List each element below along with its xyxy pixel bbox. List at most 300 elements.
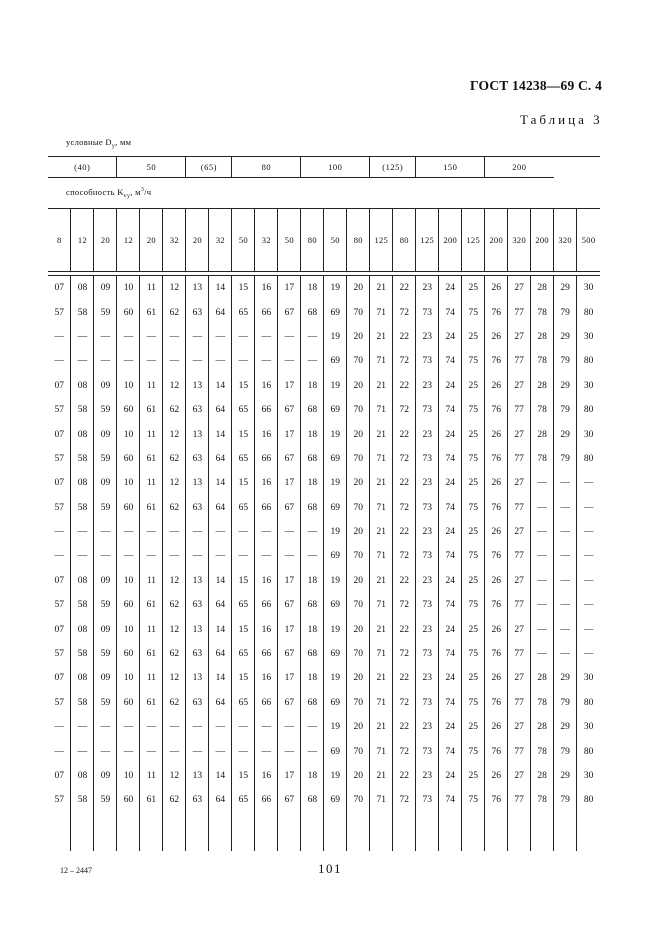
table-cell: 26 — [485, 764, 508, 788]
table-cell: 20 — [347, 520, 370, 544]
table-cell: 69 — [324, 691, 347, 715]
table-cell: — — [232, 325, 255, 349]
table-cell: 70 — [347, 739, 370, 763]
nominal-diameter-cell: 100 — [301, 157, 370, 178]
table-cell: — — [301, 739, 324, 763]
table-cell: — — [577, 569, 600, 593]
table-cell: 08 — [71, 764, 94, 788]
table-cell: 79 — [554, 739, 577, 763]
table-cell: — — [140, 715, 163, 739]
nominal-diameter-cell: (40) — [48, 157, 117, 178]
table-row — [48, 349, 600, 373]
table-cell: 30 — [577, 715, 600, 739]
table-cell: 72 — [393, 300, 416, 324]
table-cell: 80 — [577, 398, 600, 422]
table-cell: — — [209, 715, 232, 739]
table-cell: 67 — [278, 642, 301, 666]
table-cell: — — [577, 617, 600, 641]
table-cell: 18 — [301, 764, 324, 788]
table-cell: 19 — [324, 715, 347, 739]
table-cell: — — [186, 544, 209, 568]
table-cell: 21 — [370, 325, 393, 349]
table-cell: 29 — [554, 715, 577, 739]
table-cell: 14 — [209, 764, 232, 788]
table-cell: 26 — [485, 715, 508, 739]
table-cell: 62 — [163, 447, 186, 471]
table-cell: 18 — [301, 374, 324, 398]
table-cell: 75 — [462, 300, 485, 324]
table-cell: 18 — [301, 276, 324, 301]
table-cell: 10 — [117, 666, 140, 690]
table-cell: 24 — [439, 569, 462, 593]
table-cell: 76 — [485, 691, 508, 715]
table-cell: 25 — [462, 617, 485, 641]
table-cell: 14 — [209, 471, 232, 495]
nominal-diameter-cell: 150 — [416, 157, 485, 178]
table-cell: — — [186, 715, 209, 739]
table-cell: 74 — [439, 788, 462, 812]
table-cell: — — [301, 325, 324, 349]
table-cell: 18 — [301, 471, 324, 495]
table-row — [48, 788, 600, 812]
table-cell: — — [232, 349, 255, 373]
table-cell: — — [163, 739, 186, 763]
table-cell: 13 — [186, 422, 209, 446]
table-cell: 22 — [393, 715, 416, 739]
table-cell: 21 — [370, 276, 393, 301]
table-cell: 10 — [117, 617, 140, 641]
table-cell: — — [94, 544, 117, 568]
table-row — [48, 496, 600, 520]
table-cell: 24 — [439, 325, 462, 349]
table-cell: — — [140, 349, 163, 373]
table-cell: 64 — [209, 691, 232, 715]
table-row — [48, 569, 600, 593]
table-cell: — — [117, 349, 140, 373]
table-cell: — — [54, 331, 64, 342]
table-cell: 77 — [508, 739, 531, 763]
nominal-diameter-cell: (65) — [186, 157, 232, 178]
table-cell: 79 — [554, 300, 577, 324]
table-cell — [255, 813, 278, 851]
table-cell: 70 — [347, 349, 370, 373]
table-cell: 15 — [232, 276, 255, 301]
table-cell: 23 — [416, 325, 439, 349]
table-cell: 61 — [140, 398, 163, 422]
table-cell: 12 — [163, 569, 186, 593]
table-cell: — — [94, 325, 117, 349]
table-row — [48, 471, 600, 495]
table-cell: 27 — [508, 325, 531, 349]
table-cell: 25 — [462, 325, 485, 349]
table-cell: 09 — [94, 764, 117, 788]
table-cell: 76 — [485, 544, 508, 568]
table-cell: 72 — [393, 496, 416, 520]
table-cell: 26 — [485, 617, 508, 641]
table-cell: 58 — [71, 300, 94, 324]
table-cell: 17 — [278, 276, 301, 301]
table-cell: — — [255, 544, 278, 568]
table-cell: — — [554, 471, 577, 495]
table-cell: 59 — [94, 496, 117, 520]
table-cell: — — [232, 715, 255, 739]
table-cell: — — [554, 520, 577, 544]
capacity-value-cell: 125 — [416, 209, 439, 272]
table-cell: 17 — [278, 471, 301, 495]
table-cell: 21 — [370, 569, 393, 593]
table-cell: 22 — [393, 471, 416, 495]
table-cell: 73 — [416, 398, 439, 422]
table-cell: 64 — [209, 788, 232, 812]
table-cell: 21 — [370, 520, 393, 544]
table-cell: 58 — [71, 447, 94, 471]
capacity-value-cell: 8 — [56, 235, 62, 245]
document-title: ГОСТ 14238—69 С. 4 — [470, 78, 603, 93]
capacity-value-cell: 125 — [462, 209, 485, 272]
table-cell: 22 — [393, 276, 416, 301]
table-cell: 70 — [347, 447, 370, 471]
table-cell: 09 — [94, 276, 117, 301]
table-cell: 70 — [347, 691, 370, 715]
table-cell: 24 — [439, 617, 462, 641]
table-cell: 65 — [232, 593, 255, 617]
table-cell: 30 — [577, 325, 600, 349]
table-cell: 71 — [370, 300, 393, 324]
table-cell: 30 — [577, 374, 600, 398]
table-row — [48, 422, 600, 446]
table-cell: 15 — [232, 471, 255, 495]
table-cell: 62 — [163, 691, 186, 715]
capacity-value-cell: 32 — [209, 209, 232, 272]
table-cell: 25 — [462, 276, 485, 301]
table-cell: 60 — [117, 642, 140, 666]
table-cell: 66 — [255, 496, 278, 520]
table-cell: 19 — [324, 471, 347, 495]
table-cell: — — [54, 722, 64, 733]
table-cell: 70 — [347, 788, 370, 812]
table-cell: 79 — [554, 398, 577, 422]
table-cell: — — [186, 349, 209, 373]
table-cell: 70 — [347, 496, 370, 520]
table-cell: 19 — [324, 617, 347, 641]
table-row — [48, 739, 600, 763]
nominal-diameter-row — [48, 157, 600, 178]
capacity-values-row — [48, 209, 600, 272]
table-cell: 76 — [485, 447, 508, 471]
table-cell: 11 — [140, 422, 163, 446]
table-cell: 67 — [278, 300, 301, 324]
table-cell: — — [163, 325, 186, 349]
table-cell: 58 — [71, 642, 94, 666]
table-cell: 27 — [508, 666, 531, 690]
table-cell: 67 — [278, 398, 301, 422]
table-cell: 79 — [554, 691, 577, 715]
table-cell: 80 — [577, 300, 600, 324]
table-cell: 10 — [117, 374, 140, 398]
table-row — [48, 300, 600, 324]
table-cell: 61 — [140, 593, 163, 617]
table-cell: 29 — [554, 422, 577, 446]
table-cell: 23 — [416, 715, 439, 739]
table-cell: 19 — [324, 325, 347, 349]
table-cell: 79 — [554, 788, 577, 812]
table-cell: 17 — [278, 617, 301, 641]
table-cell — [94, 813, 117, 851]
table-cell: 22 — [393, 569, 416, 593]
table-cell: 63 — [186, 593, 209, 617]
table-cell: — — [531, 617, 554, 641]
table-cell: 65 — [232, 447, 255, 471]
table-cell: 73 — [416, 544, 439, 568]
table-cell: 75 — [462, 544, 485, 568]
table-cell: 63 — [186, 496, 209, 520]
print-code: 12 – 2447 — [60, 866, 92, 875]
nominal-diameter-label-row — [48, 130, 600, 157]
table-cell: — — [94, 520, 117, 544]
table-cell: 66 — [255, 691, 278, 715]
table-cell: — — [163, 715, 186, 739]
table-cell: — — [577, 544, 600, 568]
table-cell: — — [531, 496, 554, 520]
table-cell: 78 — [531, 349, 554, 373]
table-cell: — — [186, 739, 209, 763]
table-cell: 26 — [485, 276, 508, 301]
table-cell: — — [71, 349, 94, 373]
table-cell: — — [209, 349, 232, 373]
table-cell: 65 — [232, 642, 255, 666]
table-cell: 57 — [54, 405, 64, 416]
table-cell: — — [255, 715, 278, 739]
table-cell: 13 — [186, 374, 209, 398]
table-cell: 26 — [485, 569, 508, 593]
table-cell: 60 — [117, 398, 140, 422]
table-cell: — — [232, 739, 255, 763]
table-cell: 09 — [94, 617, 117, 641]
table-cell: — — [186, 520, 209, 544]
table-cell: — — [531, 569, 554, 593]
table-cell: 16 — [255, 276, 278, 301]
table-cell: 75 — [462, 349, 485, 373]
table-row — [48, 544, 600, 568]
table-cell: 67 — [278, 788, 301, 812]
table-cell: — — [278, 520, 301, 544]
table-cell: 74 — [439, 642, 462, 666]
table-row — [48, 374, 600, 398]
table-cell: 70 — [347, 593, 370, 617]
table-cell: 21 — [370, 617, 393, 641]
table-cell: — — [232, 544, 255, 568]
table-cell: — — [140, 544, 163, 568]
table-cell: 71 — [370, 447, 393, 471]
table-cell: — — [301, 715, 324, 739]
table-cell: 21 — [370, 422, 393, 446]
table-cell: 61 — [140, 447, 163, 471]
table-cell: 11 — [140, 374, 163, 398]
table-cell: — — [94, 739, 117, 763]
table-cell: 19 — [324, 276, 347, 301]
table-cell: 74 — [439, 496, 462, 520]
table-cell: 10 — [117, 764, 140, 788]
table-cell: 70 — [347, 398, 370, 422]
table-row — [48, 447, 600, 471]
table-cell: 07 — [54, 380, 64, 391]
table-cell: 20 — [347, 325, 370, 349]
table-cell: — — [163, 349, 186, 373]
table-cell: 20 — [347, 276, 370, 301]
table-cell: 08 — [71, 617, 94, 641]
table-cell: 28 — [531, 325, 554, 349]
valve-code-table — [48, 130, 600, 851]
table-cell: 80 — [577, 691, 600, 715]
table-cell: 19 — [324, 764, 347, 788]
nominal-diameter-label: условные $D_у$, мм — [48, 130, 600, 157]
table-cell: 68 — [301, 642, 324, 666]
table-cell: 24 — [439, 520, 462, 544]
table-cell: 18 — [301, 617, 324, 641]
table-cell: 68 — [301, 496, 324, 520]
table-cell: 07 — [54, 575, 64, 586]
table-cell: 68 — [301, 447, 324, 471]
table-cell: 64 — [209, 496, 232, 520]
table-cell: — — [554, 617, 577, 641]
table-cell: 09 — [94, 374, 117, 398]
capacity-value-cell: 12 — [71, 209, 94, 272]
table-cell: 76 — [485, 788, 508, 812]
table-row — [48, 520, 600, 544]
table-cell: 57 — [54, 697, 64, 708]
table-cell: 59 — [94, 300, 117, 324]
table-cell: 25 — [462, 764, 485, 788]
table-cell: 11 — [140, 666, 163, 690]
table-cell: 22 — [393, 520, 416, 544]
table-cell: 20 — [347, 422, 370, 446]
table-cell: 09 — [94, 471, 117, 495]
table-cell: — — [54, 551, 64, 562]
table-cell: 28 — [531, 764, 554, 788]
table-cell: 21 — [370, 764, 393, 788]
table-cell — [462, 813, 485, 851]
table-cell: 76 — [485, 739, 508, 763]
table-cell: 09 — [94, 422, 117, 446]
table-cell: 72 — [393, 593, 416, 617]
table-cell: 79 — [554, 447, 577, 471]
table-cell: 25 — [462, 374, 485, 398]
table-cell: 64 — [209, 447, 232, 471]
table-cell: 24 — [439, 422, 462, 446]
table-cell: 11 — [140, 471, 163, 495]
nominal-diameter-cell: 80 — [232, 157, 301, 178]
table-cell: 75 — [462, 739, 485, 763]
table-cell: 20 — [347, 715, 370, 739]
capacity-value-cell: 32 — [255, 209, 278, 272]
capacity-value-cell: 50 — [324, 209, 347, 272]
table-cell: — — [554, 569, 577, 593]
table-cell: 63 — [186, 788, 209, 812]
capacity-value-cell: 125 — [370, 209, 393, 272]
table-cell: 26 — [485, 471, 508, 495]
table-cell: 62 — [163, 300, 186, 324]
table-cell — [209, 813, 232, 851]
table-cell: 64 — [209, 398, 232, 422]
table-cell: 61 — [140, 642, 163, 666]
table-cell: 57 — [54, 502, 64, 513]
table-cell: 71 — [370, 398, 393, 422]
table-cell — [324, 813, 347, 851]
table-cell: 15 — [232, 764, 255, 788]
table-cell: 58 — [71, 788, 94, 812]
table-cell: 16 — [255, 374, 278, 398]
table-cell: 79 — [554, 349, 577, 373]
table-cell: 21 — [370, 374, 393, 398]
table-cell: 19 — [324, 569, 347, 593]
table-cell: 19 — [324, 422, 347, 446]
table-cell: 12 — [163, 617, 186, 641]
table-cell: — — [209, 325, 232, 349]
table-cell: 67 — [278, 447, 301, 471]
table-cell: 17 — [278, 569, 301, 593]
table-cell: 76 — [485, 496, 508, 520]
table-cell: 69 — [324, 496, 347, 520]
table-cell: — — [255, 520, 278, 544]
table-cell: — — [71, 520, 94, 544]
table-cell: — — [278, 715, 301, 739]
table-cell: 08 — [71, 374, 94, 398]
table-row — [48, 617, 600, 641]
table-cell: 72 — [393, 349, 416, 373]
table-cell: — — [117, 325, 140, 349]
capacity-label-row — [48, 178, 600, 209]
table-cell: 59 — [94, 398, 117, 422]
table-cell: — — [554, 593, 577, 617]
table-cell: — — [531, 544, 554, 568]
table-cell: — — [71, 715, 94, 739]
table-cell: — — [255, 739, 278, 763]
table-cell: 72 — [393, 447, 416, 471]
table-cell: — — [54, 746, 64, 757]
table-cell: — — [577, 593, 600, 617]
table-cell: 67 — [278, 691, 301, 715]
table-cell: 59 — [94, 788, 117, 812]
table-cell: 77 — [508, 300, 531, 324]
table-cell: 59 — [94, 691, 117, 715]
table-cell: — — [209, 544, 232, 568]
table-cell: 57 — [54, 649, 64, 660]
table-cell: 60 — [117, 496, 140, 520]
table-cell: — — [232, 520, 255, 544]
table-cell: 07 — [54, 478, 64, 489]
table-cell: 28 — [531, 422, 554, 446]
table-cell: 64 — [209, 593, 232, 617]
table-cell: 22 — [393, 764, 416, 788]
table-cell: 71 — [370, 544, 393, 568]
table-cell: — — [117, 715, 140, 739]
table-cell: 23 — [416, 276, 439, 301]
table-cell: 60 — [117, 788, 140, 812]
table-cell: 72 — [393, 691, 416, 715]
table-cell: 76 — [485, 300, 508, 324]
table-cell: 76 — [485, 349, 508, 373]
table-cell: 75 — [462, 642, 485, 666]
table-cell: 60 — [117, 593, 140, 617]
table-cell: 73 — [416, 496, 439, 520]
nominal-diameter-cell: 50 — [117, 157, 186, 178]
table-cell: 08 — [71, 276, 94, 301]
table-cell: — — [554, 642, 577, 666]
table-cell: — — [301, 544, 324, 568]
table-cell: 07 — [54, 283, 64, 294]
table-cell: 78 — [531, 739, 554, 763]
table-cell: 20 — [347, 374, 370, 398]
